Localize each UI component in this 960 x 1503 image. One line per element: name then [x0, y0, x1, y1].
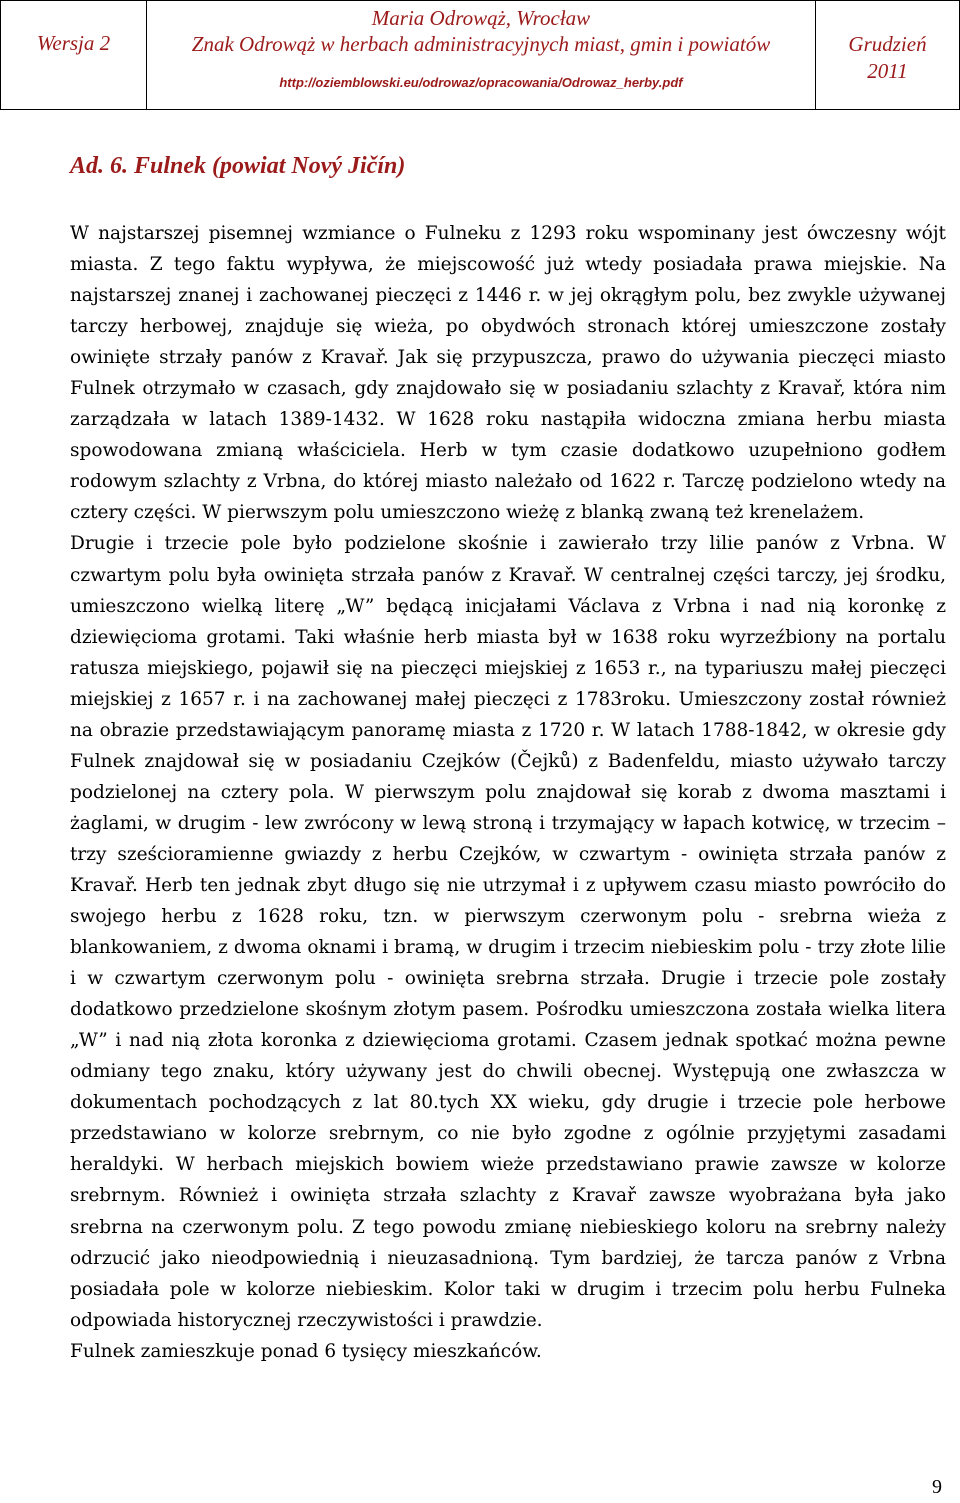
header-title: Znak Odrowąż w herbach administracyjnych miast, gmin i powiatów: [191, 32, 771, 56]
header-month: Grudzień: [848, 32, 927, 56]
header-date: [816, 1, 960, 110]
header-url[interactable]: http://oziemblowski.eu/odrowaz/opracowania/Odrowaz_herby.pdf: [279, 75, 683, 90]
header-version: Wersja 2: [1, 1, 147, 110]
header-year: 2011: [867, 59, 908, 83]
body-text: [70, 218, 946, 1367]
page-number: 9: [932, 1476, 942, 1498]
paragraph-2: Drugie i trzecie pole było podzielone skośnie i zawierało trzy lilie panów z Vrbna. W czwartym polu była owinięta strzała panów z Kravař. W centralnej części tarczy, jej środku, umieszczono wielką literę „W” będącą inicjałami Václava z Vrbna i nad nią koronkę z dziewięciomа grotami. Taki właśnie herb miasta był w 1638 roku wyrzeźbiony na portalu ratusza miejskiego, pojawił się na pieczęci miejskiej z 1653 r., na typariuszu małej pieczęci miejskiej z 1657 r. i na zachowanej małej pieczęci z 1783roku. Umieszczony został również na obrazie przedstawiającym panoramę miasta z 1720 r. W latach 1788-1842, w okresie gdy Fulnek znajdował się w posiadaniu Czejków (Čejků) z Badenfeldu, miasto używało tarczy podzielonej na cztery pola. W pierwszym polu znajdował się korab z dwoma masztami i żaglami, w drugim - lew zwrócony w lewą stroną i trzymający w łapach kotwicę, w trzecim – trzy sześcioramienne gwiazdy z herbu Czejków, w czwartym - owinięta strzała panów z Kravař. Herb ten jednak zbyt długo się nie utrzymał i z upływem czasu miasto powróciło do swojego herbu z 1628 roku, tzn. w pierwszym czerwonym polu - srebrna wieża z blankowaniem, z dwoma oknami i bramą, w drugim i trzecim niebieskim polu - trzy złote lilie i w czwartym czerwonym polu - owinięta srebrna strzała. Drugie i trzecie pole zostały dodatkowo przedzielone skośnym złotym pasem. Pośrodku umieszczona została wielka litera „W” i nad nią złota koronka z dziewięcioma grotami. Czasem jednak spotkać można pewne odmiany tego znaku, który używany jest do chwili obecnej. Występują one zwłaszcza w dokumentach pochodzących z lat 80.tych XX wieku, gdy drugie i trzecie pole herbowe przedstawiano w kolorze srebrnym, co nie było zgodne z ogólnie przyjętymi zasadami heraldyki. W herbach miejskich bowiem wieże przedstawiano prawie zawsze w kolorze srebrnym. Również i owinięta strzała szlachty z Kravař zawsze wyobrażana była jako srebrna na czerwonym polu. Z tego powodu zmianę niebieskiego koloru na srebrny należy odrzucić jako nieodpowiednią i nieuzasadnioną. Tym bardziej, że tarcza panów z Vrbna posiadała pole w kolorze niebieskim. Kolor taki w drugim i trzecim polu herbu Fulneka odpowiada historycznej rzeczywistości i prawdzie.: [70, 533, 946, 1331]
paragraph-3: Fulnek zamieszkuje ponad 6 tysięcy mieszkańców.: [70, 1340, 542, 1362]
section-title: Ad. 6. Fulnek (powiat Nový Jičín): [70, 153, 406, 179]
page-header: [0, 0, 960, 110]
header-author: Maria Odrowąż, Wrocław: [371, 6, 591, 30]
paragraph-1: W najstarszej pisemnej wzmiance o Fulneku z 1293 roku wspominany jest ówczesny wójt miasta. Z tego faktu wypływa, że miejscowość już wtedy posiadała prawa miejskie. Na najstarszej znanej i zachowanej pieczęci z 1446 r. w jej okrągłym polu, bez zwykle używanej tarczy herbowej, znajduje się wieża, po obydwóch stronach której umieszczone zostały owinięte strzały panów z Kravař. Jak się przypuszcza, prawo do używania pieczęci miasto Fulnek otrzymało w czasach, gdy znajdowało się w posiadaniu szlachty z Kravař, która nim zarządzała w latach 1389-1432. W 1628 roku nastąpiła widoczna zmiana herbu miasta spowodowana zmianą właściciela. Herb w tym czasie dodatkowo uzupełniono godłem rodowym szlachty z Vrbna, do której miasto należało od 1622 r. Tarczę podzielono wtedy na cztery części. W pierwszym polu umieszczono wieżę z blanką zwaną też krenelażem.: [70, 223, 946, 524]
header-center: [147, 1, 816, 110]
